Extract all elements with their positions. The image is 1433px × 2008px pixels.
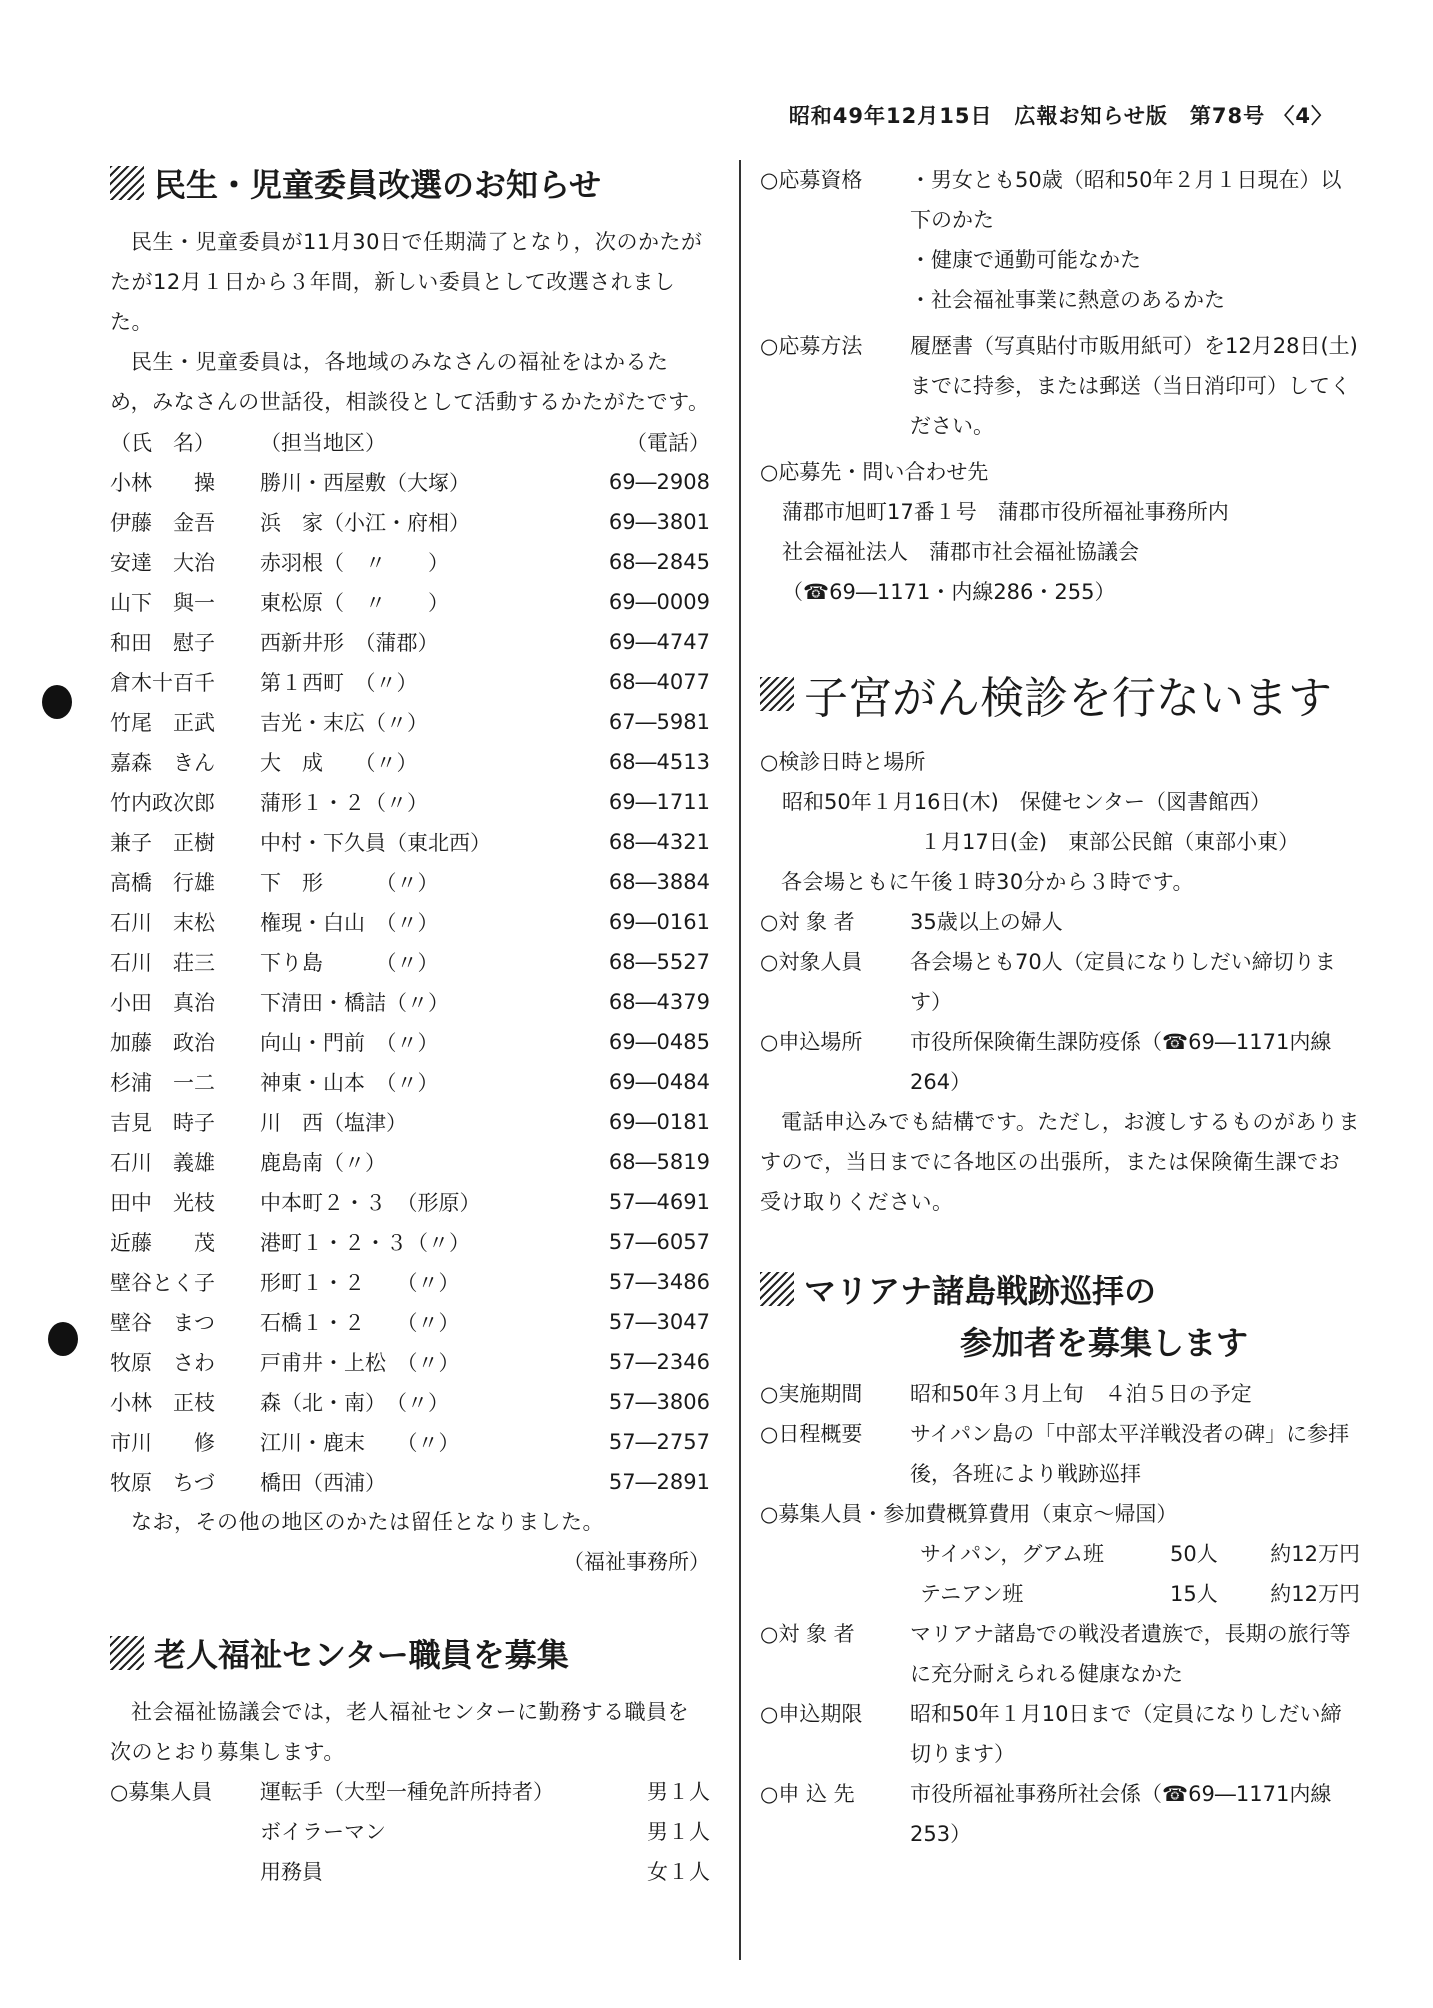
date-line: １月17日(金) 東部公民館（東部小東） — [920, 830, 1300, 854]
hatch-icon — [760, 1272, 794, 1306]
left-column — [110, 160, 710, 1892]
qualification-line: ・社会福祉事業に熱意のあるかた — [910, 288, 1225, 312]
section-title-line2: 参加者を募集します — [960, 1324, 1249, 1362]
roster-tel: 57―3806 — [608, 1390, 710, 1414]
roster-row — [110, 902, 710, 942]
roster-area: 勝川・西屋敷（大塚） — [260, 471, 470, 495]
contact-line: 蒲郡市旭町17番１号 蒲郡市役所福祉事務所内 — [782, 500, 1229, 524]
cost-row — [760, 1574, 1360, 1614]
roster-row — [110, 622, 710, 662]
roster-area: 橋田（西浦） — [260, 1471, 386, 1495]
roster-area: 鹿島南（〃） — [260, 1151, 386, 1175]
roster-row — [110, 1262, 710, 1302]
ink-blot — [42, 685, 72, 719]
roster-area: 第１西町 （〃） — [260, 671, 418, 695]
job-title: 用務員 — [260, 1860, 323, 1884]
roster-row — [110, 1342, 710, 1382]
roster-tel: 69―0485 — [608, 1030, 710, 1054]
roster-tel: 68―3884 — [608, 870, 710, 894]
cost-amt: 約12万円 — [1270, 1542, 1360, 1566]
roster-area: 中本町２・３ （形原） — [260, 1191, 481, 1215]
roster-row — [110, 822, 710, 862]
roster-area: 中村・下久員（東北西） — [260, 831, 491, 855]
roster-name: 嘉森 きん — [110, 751, 215, 775]
intro-paragraph: 民生・児童委員が11月30日で任期満了となり，次のかたがたが12月１日から３年間，新しい委員として改選されました。 — [110, 230, 703, 334]
date-label: ○検診日時と場所 — [760, 750, 926, 774]
section-title: 老人福祉センター職員を募集 — [110, 1630, 710, 1676]
roster-name: 杉浦 一二 — [110, 1071, 215, 1095]
hatch-icon — [110, 1636, 144, 1670]
target-item: ○対 象 者 マリアナ諸島での戦没者遺族で，長期の旅行等に充分耐えられる健康なかた — [760, 1622, 1351, 1686]
roster-name: 吉見 時子 — [110, 1111, 215, 1135]
job-list — [110, 1772, 710, 1892]
contact-line: 社会福祉法人 蒲郡市社会福祉協議会 — [782, 540, 1139, 564]
roster-row — [110, 1022, 710, 1062]
roster-row — [110, 1222, 710, 1262]
time-note: 各会場ともに午後１時30分から３時です。 — [781, 870, 1195, 894]
roster-area: 東松原（ 〃 ） — [260, 591, 449, 615]
roster-name: 小田 真治 — [110, 991, 215, 1015]
hatch-icon — [760, 677, 794, 711]
roster-tel: 68―5527 — [608, 950, 710, 974]
roster-area: 石橋１・２ （〃） — [260, 1311, 460, 1335]
roster-area: 神東・山本 （〃） — [260, 1071, 439, 1095]
section-title: 子宮がん検診を行ないます — [760, 662, 1360, 726]
roster-name: 石川 荘三 — [110, 951, 215, 975]
page-header: 昭和49年12月15日 広報お知らせ版 第78号 〈4〉 — [788, 104, 1333, 128]
roster-area: 西新井形 （蒲郡） — [260, 631, 439, 655]
roster-area: 下清田・橋詰（〃） — [260, 991, 449, 1015]
roster-row — [110, 462, 710, 502]
roster-area: 江川・鹿末 （〃） — [260, 1431, 460, 1455]
roster-name: 小林 正枝 — [110, 1391, 215, 1415]
roster-area: 森（北・南） （〃） — [260, 1391, 449, 1415]
section-title: 民生・児童委員改選のお知らせ — [110, 160, 710, 206]
roster-tel: 68―4513 — [608, 750, 710, 774]
period-item: ○実施期間 昭和50年３月上旬 ４泊５日の予定 — [760, 1382, 1252, 1406]
ink-blot — [48, 1322, 78, 1356]
roster-tel: 69―0181 — [608, 1110, 710, 1134]
roster-area: 蒲形１・２（〃） — [260, 791, 428, 815]
job-count: 男１人 — [647, 1780, 710, 1804]
recruit-paragraph: 社会福祉協議会では，老人福祉センターに勤務する職員を次のとおり募集します。 — [110, 1700, 690, 1764]
deadline-item: ○申込期限 昭和50年１月10日まで（定員になりしだい締切ります） — [760, 1702, 1342, 1766]
roster-name: 田中 光枝 — [110, 1191, 215, 1215]
cost-group: サイパン，グアム班 — [920, 1542, 1104, 1566]
intro-paragraph: 民生・児童委員は，各地域のみなさんの福祉をはかるため，みなさんの世話役，相談役として活動するかたがたです。 — [110, 350, 710, 414]
job-row — [110, 1852, 710, 1892]
roster-row — [110, 782, 710, 822]
roster-tel: 68―4379 — [608, 990, 710, 1014]
roster-name: 近藤 茂 — [110, 1231, 215, 1255]
cost-amt: 約12万円 — [1270, 1582, 1360, 1606]
roster-tel: 57―6057 — [608, 1230, 710, 1254]
roster-tel: 57―3047 — [608, 1310, 710, 1334]
roster-area: 向山・門前 （〃） — [260, 1031, 439, 1055]
job-row — [110, 1812, 710, 1852]
date-line: 昭和50年１月16日(木) 保健センター（図書館西） — [782, 790, 1271, 814]
roster-tel: 68―5819 — [608, 1150, 710, 1174]
roster-name: 和田 慰子 — [110, 631, 215, 655]
roster-area: 下 形 （〃） — [260, 871, 439, 895]
roster-name: 壁谷とく子 — [110, 1271, 215, 1295]
roster-area: 川 西（塩津） — [260, 1111, 407, 1135]
roster-name: 加藤 政治 — [110, 1031, 215, 1055]
contact-label: ○応募先・問い合わせ先 — [760, 460, 989, 484]
roster-row — [110, 1062, 710, 1102]
roster-row — [110, 1302, 710, 1342]
roster-area: 赤羽根（ 〃 ） — [260, 551, 449, 575]
roster-name: 高橋 行雄 — [110, 871, 215, 895]
roster-tel: 57―4691 — [608, 1190, 710, 1214]
method-item: ○応募方法 履歴書（写真貼付市販用紙可）を12月28日(土)までに持参，または郵送（当日消印可）してください。 — [760, 334, 1358, 438]
roster-name: 安達 大治 — [110, 551, 215, 575]
roster-name: 山下 與一 — [110, 591, 215, 615]
roster-name: 石川 末松 — [110, 911, 215, 935]
roster-row — [110, 862, 710, 902]
qualification-line: ・健康で通勤可能なかた — [910, 248, 1141, 272]
roster-header: （氏 名） （担当地区） （電話） — [110, 431, 710, 455]
roster-row — [110, 542, 710, 582]
target-item: ○対 象 者 35歳以上の婦人 — [760, 910, 1063, 934]
roster-tel: 68―4321 — [608, 830, 710, 854]
roster-tel: 57―2891 — [608, 1470, 710, 1494]
job-count: 男１人 — [647, 1820, 710, 1844]
roster-name: 倉木十百千 — [110, 671, 215, 695]
roster-area: 下り島 （〃） — [260, 951, 439, 975]
roster-tel: 69―1711 — [608, 790, 710, 814]
cost-row — [760, 1534, 1360, 1574]
roster-row — [110, 702, 710, 742]
roster-tel: 67―5981 — [608, 710, 710, 734]
roster-area: 港町１・２・３（〃） — [260, 1231, 470, 1255]
roster-row — [110, 1382, 710, 1422]
roster-name: 市川 修 — [110, 1431, 215, 1455]
roster-row — [110, 982, 710, 1022]
roster-row — [110, 1462, 710, 1502]
cost-num: 15人 — [1170, 1582, 1218, 1606]
cost-group: テニアン班 — [920, 1582, 1024, 1606]
roster-tel: 68―2845 — [608, 550, 710, 574]
job-title: 運転手（大型一種免許所持者） — [260, 1780, 554, 1804]
capacity-item: ○対象人員 各会場とも70人（定員になりしだい締切ります） — [760, 950, 1336, 1014]
roster-row — [110, 1102, 710, 1142]
section-title: マリアナ諸島戦跡巡拝の — [760, 1266, 1360, 1312]
roster-tel: 69―2908 — [608, 470, 710, 494]
committee-roster — [110, 422, 710, 1502]
qualification-line: ・男女とも50歳（昭和50年２月１日現在）以下のかた — [910, 168, 1342, 232]
roster-name: 石川 義雄 — [110, 1151, 215, 1175]
cost-num: 50人 — [1170, 1542, 1218, 1566]
column-divider — [739, 160, 741, 1960]
qualification-item: ○応募資格 ・男女とも50歳（昭和50年２月１日現在）以下のかた ・健康で通勤可能なかた ・社会福祉事業に熱意のあるかた — [760, 160, 1360, 320]
job-count: 女１人 — [647, 1860, 710, 1884]
roster-area: 吉光・末広（〃） — [260, 711, 428, 735]
roster-tel: 57―2757 — [608, 1430, 710, 1454]
roster-name: 壁谷 まつ — [110, 1311, 215, 1335]
destination-item: ○申 込 先 市役所福祉事務所社会係（☎69―1171内線 253） — [760, 1782, 1332, 1846]
roster-tel: 69―3801 — [608, 510, 710, 534]
schedule-item: ○日程概要 サイパン島の「中部太平洋戦没者の碑」に参拝後，各班により戦跡巡拝 — [760, 1422, 1350, 1486]
roster-row — [110, 502, 710, 542]
roster-tel: 68―4077 — [608, 670, 710, 694]
roster-row — [110, 942, 710, 982]
right-column — [760, 160, 1360, 1854]
roster-tel: 69―0161 — [608, 910, 710, 934]
roster-name: 竹内政次郎 — [110, 791, 215, 815]
roster-name: 牧原 ちづ — [110, 1471, 215, 1495]
roster-name: 小林 操 — [110, 471, 215, 495]
roster-tel: 57―2346 — [608, 1350, 710, 1374]
roster-row — [110, 1422, 710, 1462]
roster-area: 大 成 （〃） — [260, 751, 418, 775]
apply-item: ○申込場所 市役所保険衛生課防疫係（☎69―1171内線 264） — [760, 1030, 1332, 1094]
roster-name: 兼子 正樹 — [110, 831, 215, 855]
roster-tel: 69―0484 — [608, 1070, 710, 1094]
roster-row — [110, 742, 710, 782]
roster-name: 竹尾 正武 — [110, 711, 215, 735]
job-title: ボイラーマン — [260, 1820, 386, 1844]
roster-tel: 69―4747 — [608, 630, 710, 654]
hatch-icon — [110, 166, 144, 200]
roster-tel: 57―3486 — [608, 1270, 710, 1294]
apply-note: 電話申込みでも結構です。ただし，お渡しするものがありますので，当日までに各地区の出張所，または保険衛生課でお受け取りください。 — [760, 1110, 1360, 1214]
roster-name: 牧原 さわ — [110, 1351, 215, 1375]
roster-row — [110, 662, 710, 702]
roster-row — [110, 1182, 710, 1222]
roster-area: 形町１・２ （〃） — [260, 1271, 460, 1295]
source-note: （福祉事務所） — [563, 1550, 710, 1574]
roster-area: 権現・白山 （〃） — [260, 911, 439, 935]
job-row — [110, 1772, 710, 1812]
roster-area: 浜 家（小江・府相） — [260, 511, 470, 535]
roster-area: 戸甫井・上松 （〃） — [260, 1351, 460, 1375]
job-label: ○募集人員 — [110, 1780, 213, 1804]
roster-row — [110, 582, 710, 622]
cost-list — [760, 1534, 1360, 1614]
closing-note: なお，その他の地区のかたは留任となりました。 — [131, 1510, 604, 1534]
roster-name: 伊藤 金吾 — [110, 511, 215, 535]
roster-row — [110, 1142, 710, 1182]
contact-line: （☎69―1171・内線286・255） — [782, 580, 1116, 604]
roster-tel: 69―0009 — [608, 590, 710, 614]
recruit-label: ○募集人員・参加費概算費用（東京～帰国） — [760, 1502, 1178, 1526]
